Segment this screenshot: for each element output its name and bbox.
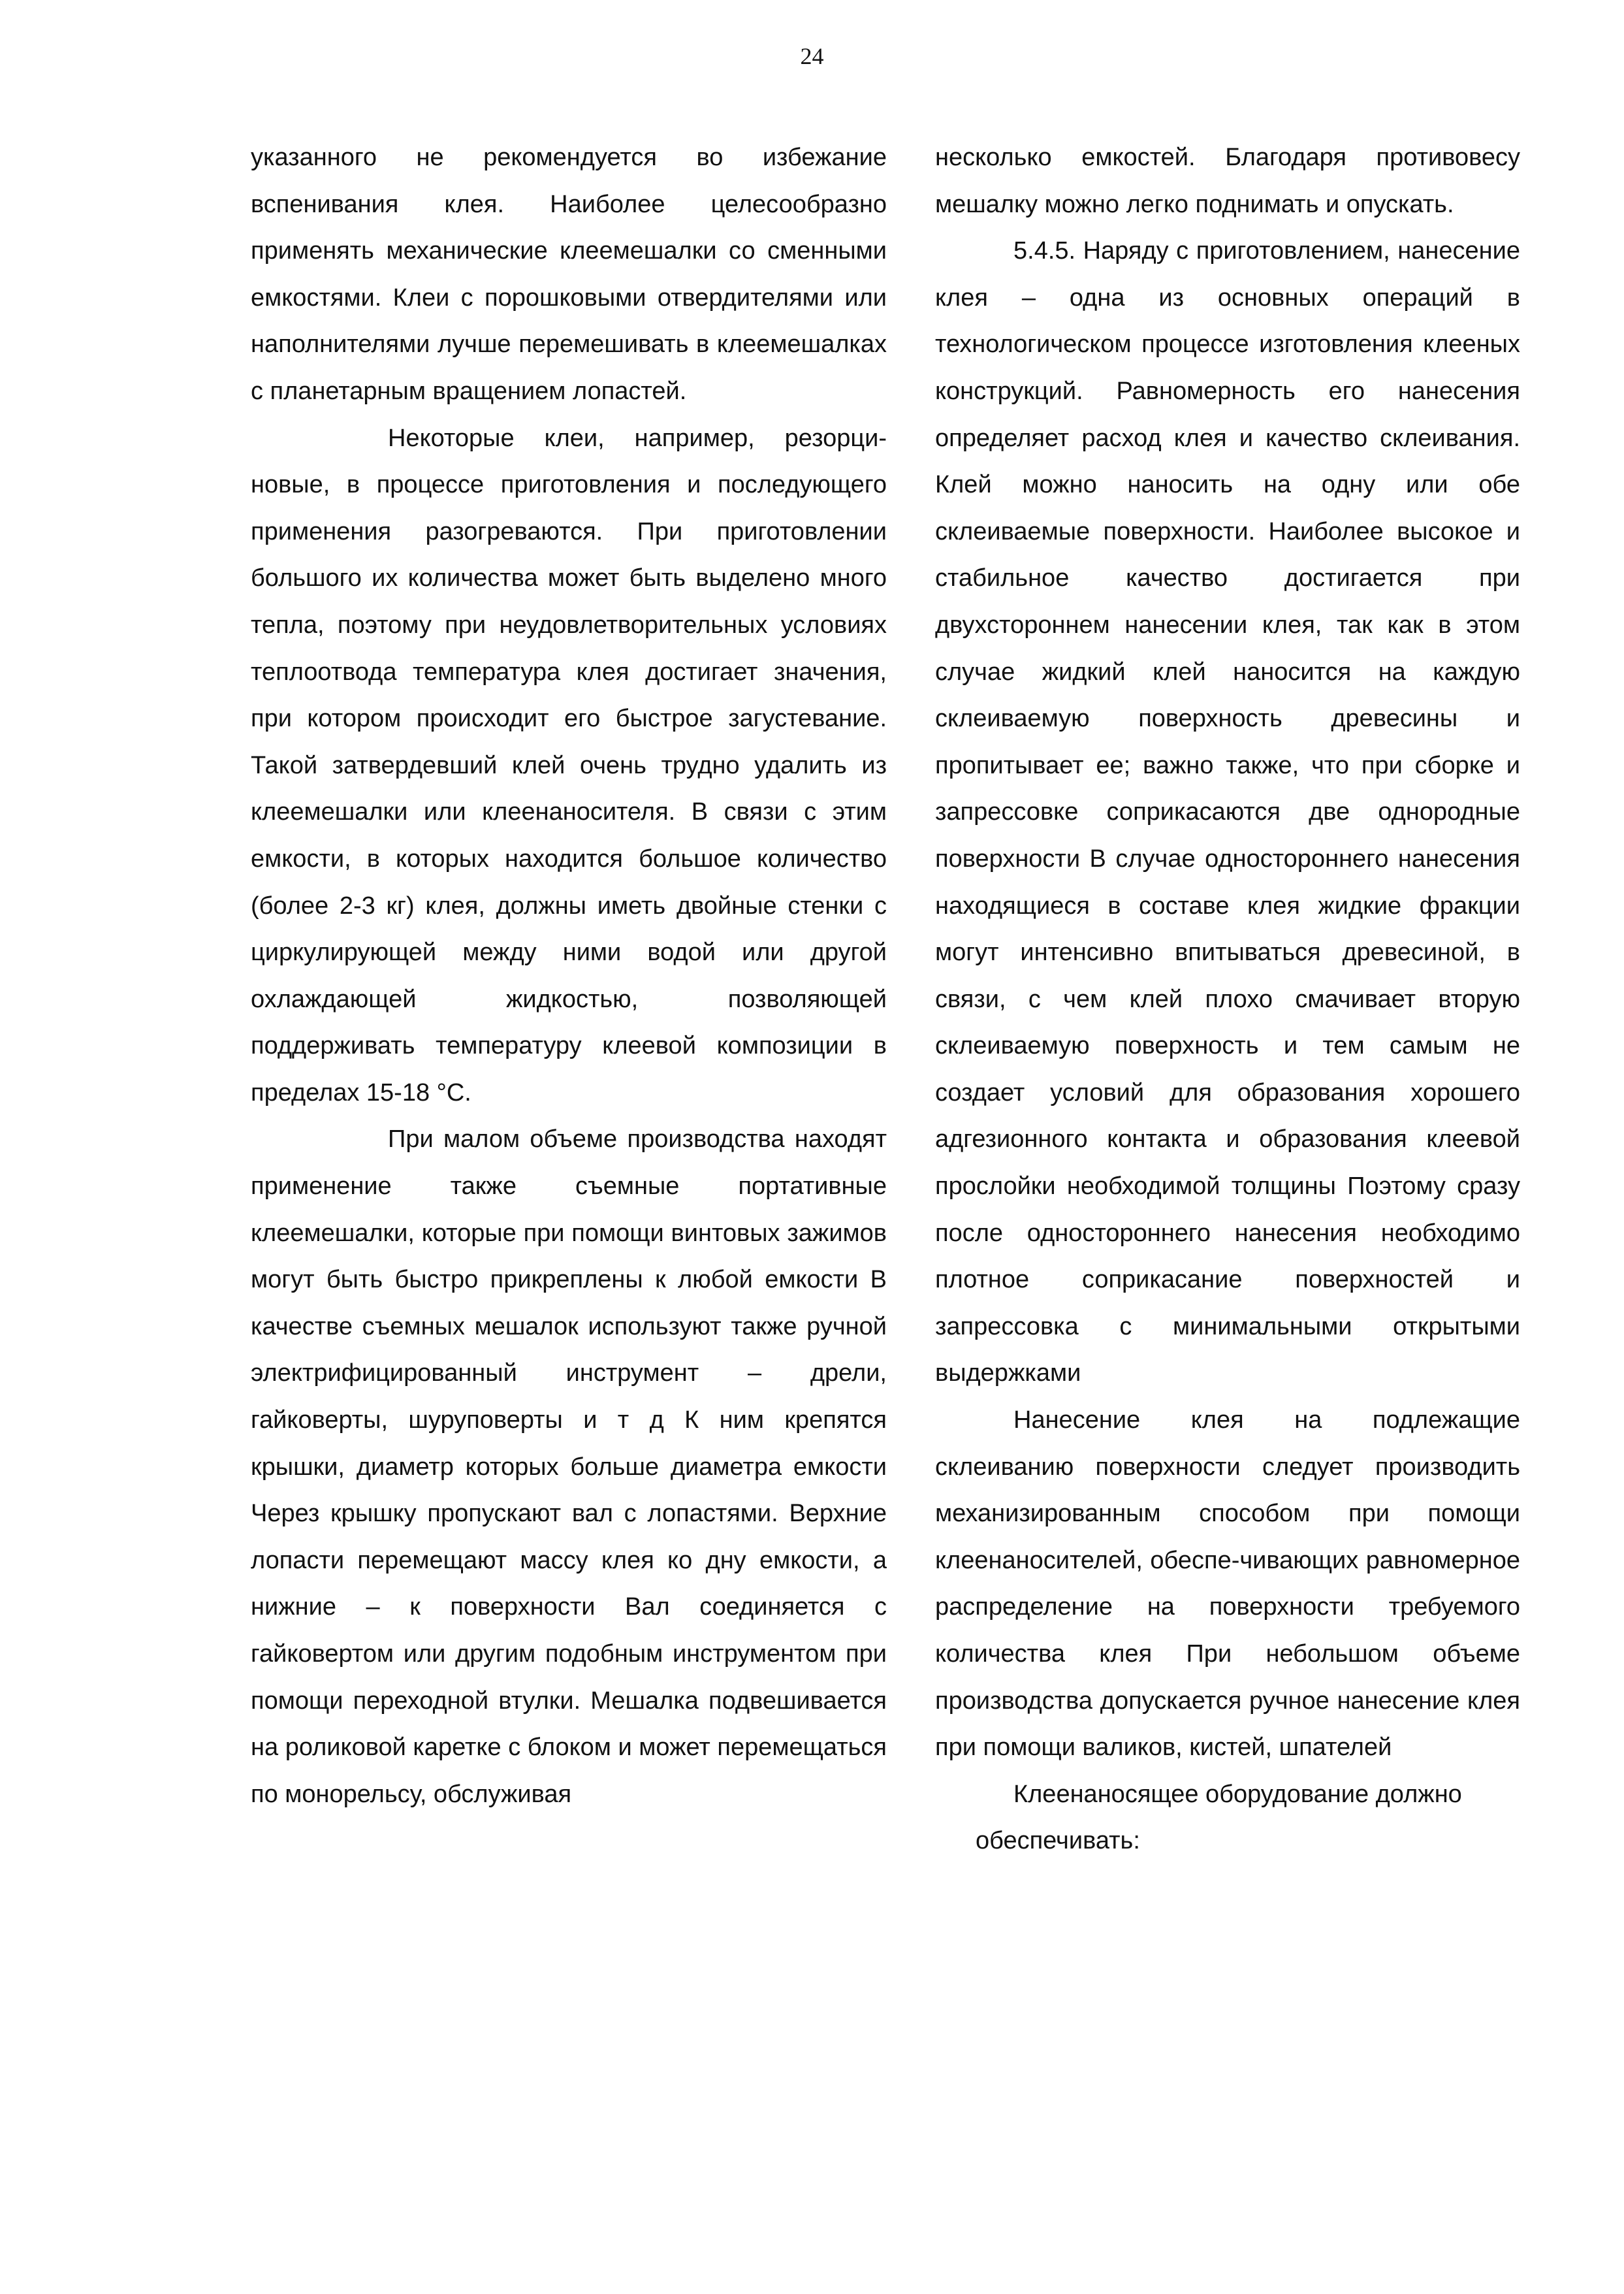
paragraph: указанного не рекомендуется во избежание вспенивания клея. Наиболее целесообразно применять механические клеемешалки со сменными емкостями. Клеи с порошковыми отвердителями или наполнителями лучше перемешивать в клеемешалках с планетарным вращением лопастей. <box>251 144 887 405</box>
paragraph: обеспечивать: <box>976 1827 1140 1855</box>
paragraph: При малом объеме производства находят применение также съемные портативные клеемешалки, которые при помощи винтовых зажимов могут быть быстро прикреплены к любой емкости В качестве съемных мешалок используют также ручной электрифицированный инструмент – дрели, гайковерты, шуруповерты и т д К ним крепятся крышки, диаметр которых больше диаметра емкости Через крышку пропускают вал с лопастями. Верхние лопасти перемещают массу клея ко дну емкости, а нижние – к поверхности Вал соединяется с гайковертом или другим подобным инструментом при помощи переходной втулки. Мешалка подвешивается на роликовой каретке с блоком и может перемещаться по монорельсу, обслуживая <box>251 1125 887 1808</box>
right-column <box>935 135 1520 1865</box>
paragraph: 5.4.5. Наряду с приготовлением, нанесение клея – одна из основных операций в технологическом процессе изготовления клееных конструкций. Равномерность его нанесения определяет расход клея и качество склеивания. Клей можно наносить на одну или обе склеиваемые поверхности. Наиболее высокое и стабильное качество достигается при двухстороннем нанесении клея, так как в этом случае жидкий клей наносится на каждую склеиваемую поверхность древесины и пропитывает ее; важно также, что при сборке и запрессовке соприкасаются две однородные поверхности В случае одностороннего нанесения находящиеся в составе клея жидкие фракции могут интенсивно впитываться древесиной, в связи, с чем клей плохо смачивает вторую склеиваемую поверхность и тем самым не создает условий для образования хорошего адгезионного контакта и образования клеевой прослойки необходимой толщины Поэтому сразу после одностороннего нанесения необходимо плотное соприкасание поверхностей и запрессовка с минимальными открытыми выдержками <box>935 237 1520 1387</box>
left-column <box>251 135 887 1818</box>
page-number: 24 <box>800 43 824 69</box>
paragraph: Некоторые клеи, например, резорци-новые, в процессе приготовления и последующего применения разогреваются. При приготовлении большого их количества может быть выделено много тепла, поэтому при неудовлетворительных условиях теплоотвода температура клея достигает значения, при котором происходит его быстрое загустевание. Такой затвердевший клей очень трудно удалить из клеемешалки или клеенаносителя. В связи с этим емкости, в которых находится большое количество (более 2-3 кг) клея, должны иметь двойные стенки с циркулирующей между ними водой или другой охлаждающей жидкостью, позволяющей поддерживать температуру клеевой композиции в пределах 15-18 °С. <box>251 424 887 1107</box>
paragraph: Нанесение клея на подлежащие склеиванию поверхности следует производить механизированным способом при помощи клеенаносителей, обеспе-чивающих равномерное распределение на поверхности требуемого количества клея При небольшом объеме производства допускается ручное нанесение клея при помощи валиков, кистей, шпателей <box>935 1406 1520 1762</box>
paragraph: несколько емкостей. Благодаря противовесу мешалку можно легко поднимать и опускать. <box>935 144 1520 218</box>
paragraph: Клеенаносящее оборудование должно <box>1013 1780 1462 1808</box>
